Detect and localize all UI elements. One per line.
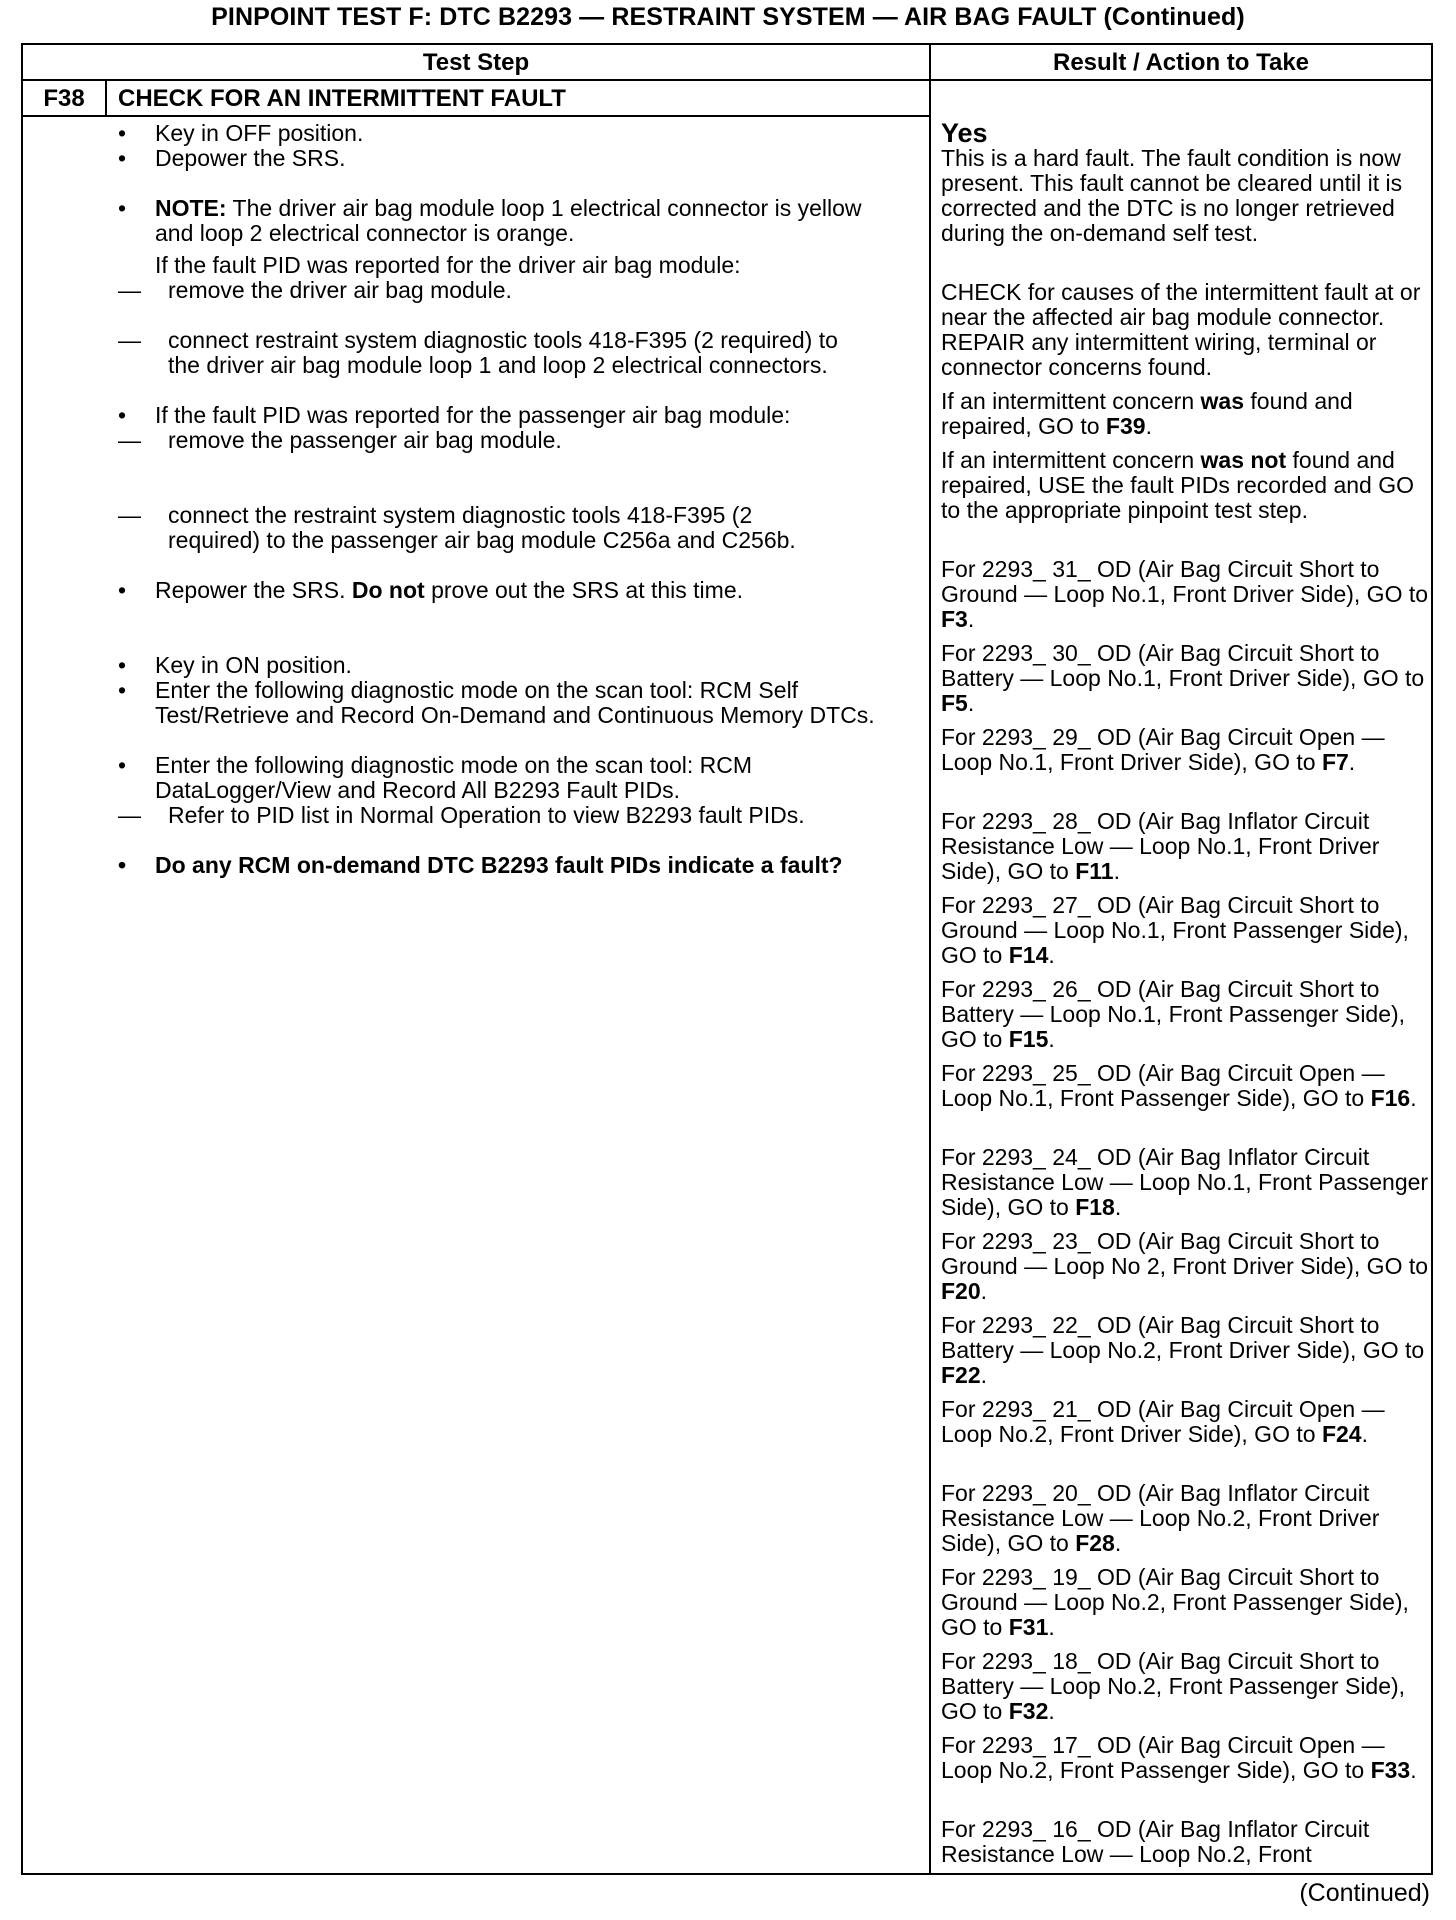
result-item: For 2293_ 23_ OD (Air Bag Circuit Short to Ground — Loop No 2, Front Driver Side), GO to F20. xyxy=(941,1228,1429,1304)
goto-step-ref: F18 xyxy=(1075,1194,1115,1220)
goto-step-ref: F31 xyxy=(1008,1614,1049,1640)
step-subinstruction: — connect restraint system diagnostic tools 418-F395 (2 required) to the driver air bag module loop 1 and loop 2 electrical connectors. xyxy=(118,327,838,378)
bullet-icon: • xyxy=(118,195,127,221)
step-subinstruction: — connect the restraint system diagnostic tools 418-F395 (2 required) to the passenger air bag module C256a and C256b. xyxy=(118,502,796,553)
step-instruction: • Enter the following diagnostic mode on the scan tool: RCM DataLogger/View and Record All B2293 Fault PIDs. xyxy=(118,752,753,803)
result-was-found: If an intermittent concern was found and repaired, GO to F39. xyxy=(941,388,1353,439)
result-item: For 2293_ 29_ OD (Air Bag Circuit Open — Loop No.1, Front Driver Side), GO to F7. xyxy=(941,724,1385,775)
step-subinstruction: — Refer to PID list in Normal Operation to view B2293 fault PIDs. xyxy=(118,802,805,828)
result-item: For 2293_ 28_ OD (Air Bag Inflator Circuit Resistance Low — Loop No.1, Front Driver Side), GO to F11. xyxy=(941,808,1380,884)
bullet-icon: • xyxy=(118,852,127,878)
column-divider xyxy=(929,43,931,1875)
continued-label: (Continued) xyxy=(1299,1879,1430,1907)
step-instruction: • Key in ON position. xyxy=(118,652,352,678)
result-item: For 2293_ 26_ OD (Air Bag Circuit Short to Battery — Loop No.1, Front Passenger Side), GO to F15. xyxy=(941,976,1406,1052)
goto-step-ref: F32 xyxy=(1008,1698,1049,1724)
note-label: NOTE: xyxy=(155,195,227,221)
step-instruction: • Key in OFF position. xyxy=(118,120,364,146)
step-instruction: • Enter the following diagnostic mode on the scan tool: RCM Self Test/Retrieve and Record On-Demand and Continuous Memory DTCs. xyxy=(118,677,875,728)
goto-step-ref: F3 xyxy=(941,606,968,632)
result-item: For 2293_ 18_ OD (Air Bag Circuit Short to Battery — Loop No.2, Front Passenger Side), GO to F32. xyxy=(941,1648,1406,1724)
step-instruction: • Depower the SRS. xyxy=(118,145,346,171)
header-result: Result / Action to Take xyxy=(1052,49,1310,76)
result-yes: Yes xyxy=(941,118,988,148)
bullet-icon: • xyxy=(118,677,127,703)
result-item: For 2293_ 16_ OD (Air Bag Inflator Circuit Resistance Low — Loop No.2, Front xyxy=(941,1816,1370,1867)
goto-step-ref: F28 xyxy=(1075,1530,1115,1556)
step-instruction: • Repower the SRS. Do not prove out the SRS at this time. xyxy=(118,577,744,603)
bullet-icon: • xyxy=(118,752,127,778)
result-hard-fault: This is a hard fault. The fault condition is now present. This fault cannot be cleared until it is corrected and the DTC is no longer retrieved during the on-demand self test. xyxy=(941,145,1403,246)
result-item: For 2293_ 31_ OD (Air Bag Circuit Short to Ground — Loop No.1, Front Driver Side), GO to F3. xyxy=(941,556,1429,632)
goto-step-ref: F24 xyxy=(1321,1421,1362,1447)
header-test-step: Test Step xyxy=(422,49,530,76)
goto-step-ref: F16 xyxy=(1370,1085,1411,1111)
step-id-divider xyxy=(105,80,107,116)
bullet-icon: • xyxy=(118,652,127,678)
step-title: CHECK FOR AN INTERMITTENT FAULT xyxy=(118,85,566,112)
result-item: For 2293_ 19_ OD (Air Bag Circuit Short to Ground — Loop No.2, Front Passenger Side), GO to F31. xyxy=(941,1564,1409,1640)
step-subinstruction: — remove the passenger air bag module. xyxy=(118,427,562,453)
goto-step-ref: F33 xyxy=(1370,1757,1411,1783)
step-note xyxy=(118,196,888,246)
goto-step-ref: F7 xyxy=(1321,749,1349,775)
step-question: • Do any RCM on-demand DTC B2293 fault PIDs indicate a fault? xyxy=(118,852,843,878)
page-title: PINPOINT TEST F: DTC B2293 — RESTRAINT SYSTEM — AIR BAG FAULT (Continued) xyxy=(211,3,1245,31)
step-text: If the fault PID was reported for the driver air bag module: xyxy=(155,252,741,278)
result-not-found: If an intermittent concern was not found and repaired, USE the fault PIDs recorded and GO to the appropriate pinpoint test step. xyxy=(941,447,1415,523)
step-instruction: • If the fault PID was reported for the passenger air bag module: xyxy=(118,402,791,428)
step-subinstruction: — remove the driver air bag module. xyxy=(118,277,512,303)
result-item: For 2293_ 27_ OD (Air Bag Circuit Short to Ground — Loop No.1, Front Passenger Side), GO to F14. xyxy=(941,892,1409,968)
note-text: The driver air bag module loop 1 electrical connector is yellow and loop 2 electrical connector is orange. xyxy=(155,195,862,246)
goto-step-ref: F20 xyxy=(941,1278,981,1304)
result-item: For 2293_ 22_ OD (Air Bag Circuit Short to Battery — Loop No.2, Front Driver Side), GO to F22. xyxy=(941,1312,1425,1388)
goto-step-ref: F14 xyxy=(1008,942,1049,968)
bullet-icon: • xyxy=(118,145,127,171)
result-check: CHECK for causes of the intermittent fault at or near the affected air bag module connector. REPAIR any intermittent wiring, terminal or connector concerns found. xyxy=(941,279,1421,380)
step-id: F38 xyxy=(43,85,85,112)
goto-step-ref: F11 xyxy=(1075,858,1114,884)
bullet-icon: • xyxy=(118,402,127,428)
bullet-icon: • xyxy=(118,120,127,146)
result-item: For 2293_ 17_ OD (Air Bag Circuit Open — Loop No.2, Front Passenger Side), GO to F33. xyxy=(941,1732,1417,1783)
goto-step-ref: F22 xyxy=(941,1362,981,1388)
result-item: For 2293_ 24_ OD (Air Bag Inflator Circuit Resistance Low — Loop No.1, Front Passenger Side), GO to F18. xyxy=(941,1144,1429,1220)
goto-step-ref: F5 xyxy=(941,690,968,716)
result-item: For 2293_ 21_ OD (Air Bag Circuit Open — Loop No.2, Front Driver Side), GO to F24. xyxy=(941,1396,1385,1447)
result-item: For 2293_ 25_ OD (Air Bag Circuit Open — Loop No.1, Front Passenger Side), GO to F16. xyxy=(941,1060,1417,1111)
result-item: For 2293_ 20_ OD (Air Bag Inflator Circuit Resistance Low — Loop No.2, Front Driver Side), GO to F28. xyxy=(941,1480,1380,1556)
bullet-icon: • xyxy=(118,577,127,603)
goto-step-ref: F15 xyxy=(1008,1026,1049,1052)
result-item: For 2293_ 30_ OD (Air Bag Circuit Short to Battery — Loop No.1, Front Driver Side), GO to F5. xyxy=(941,640,1425,716)
